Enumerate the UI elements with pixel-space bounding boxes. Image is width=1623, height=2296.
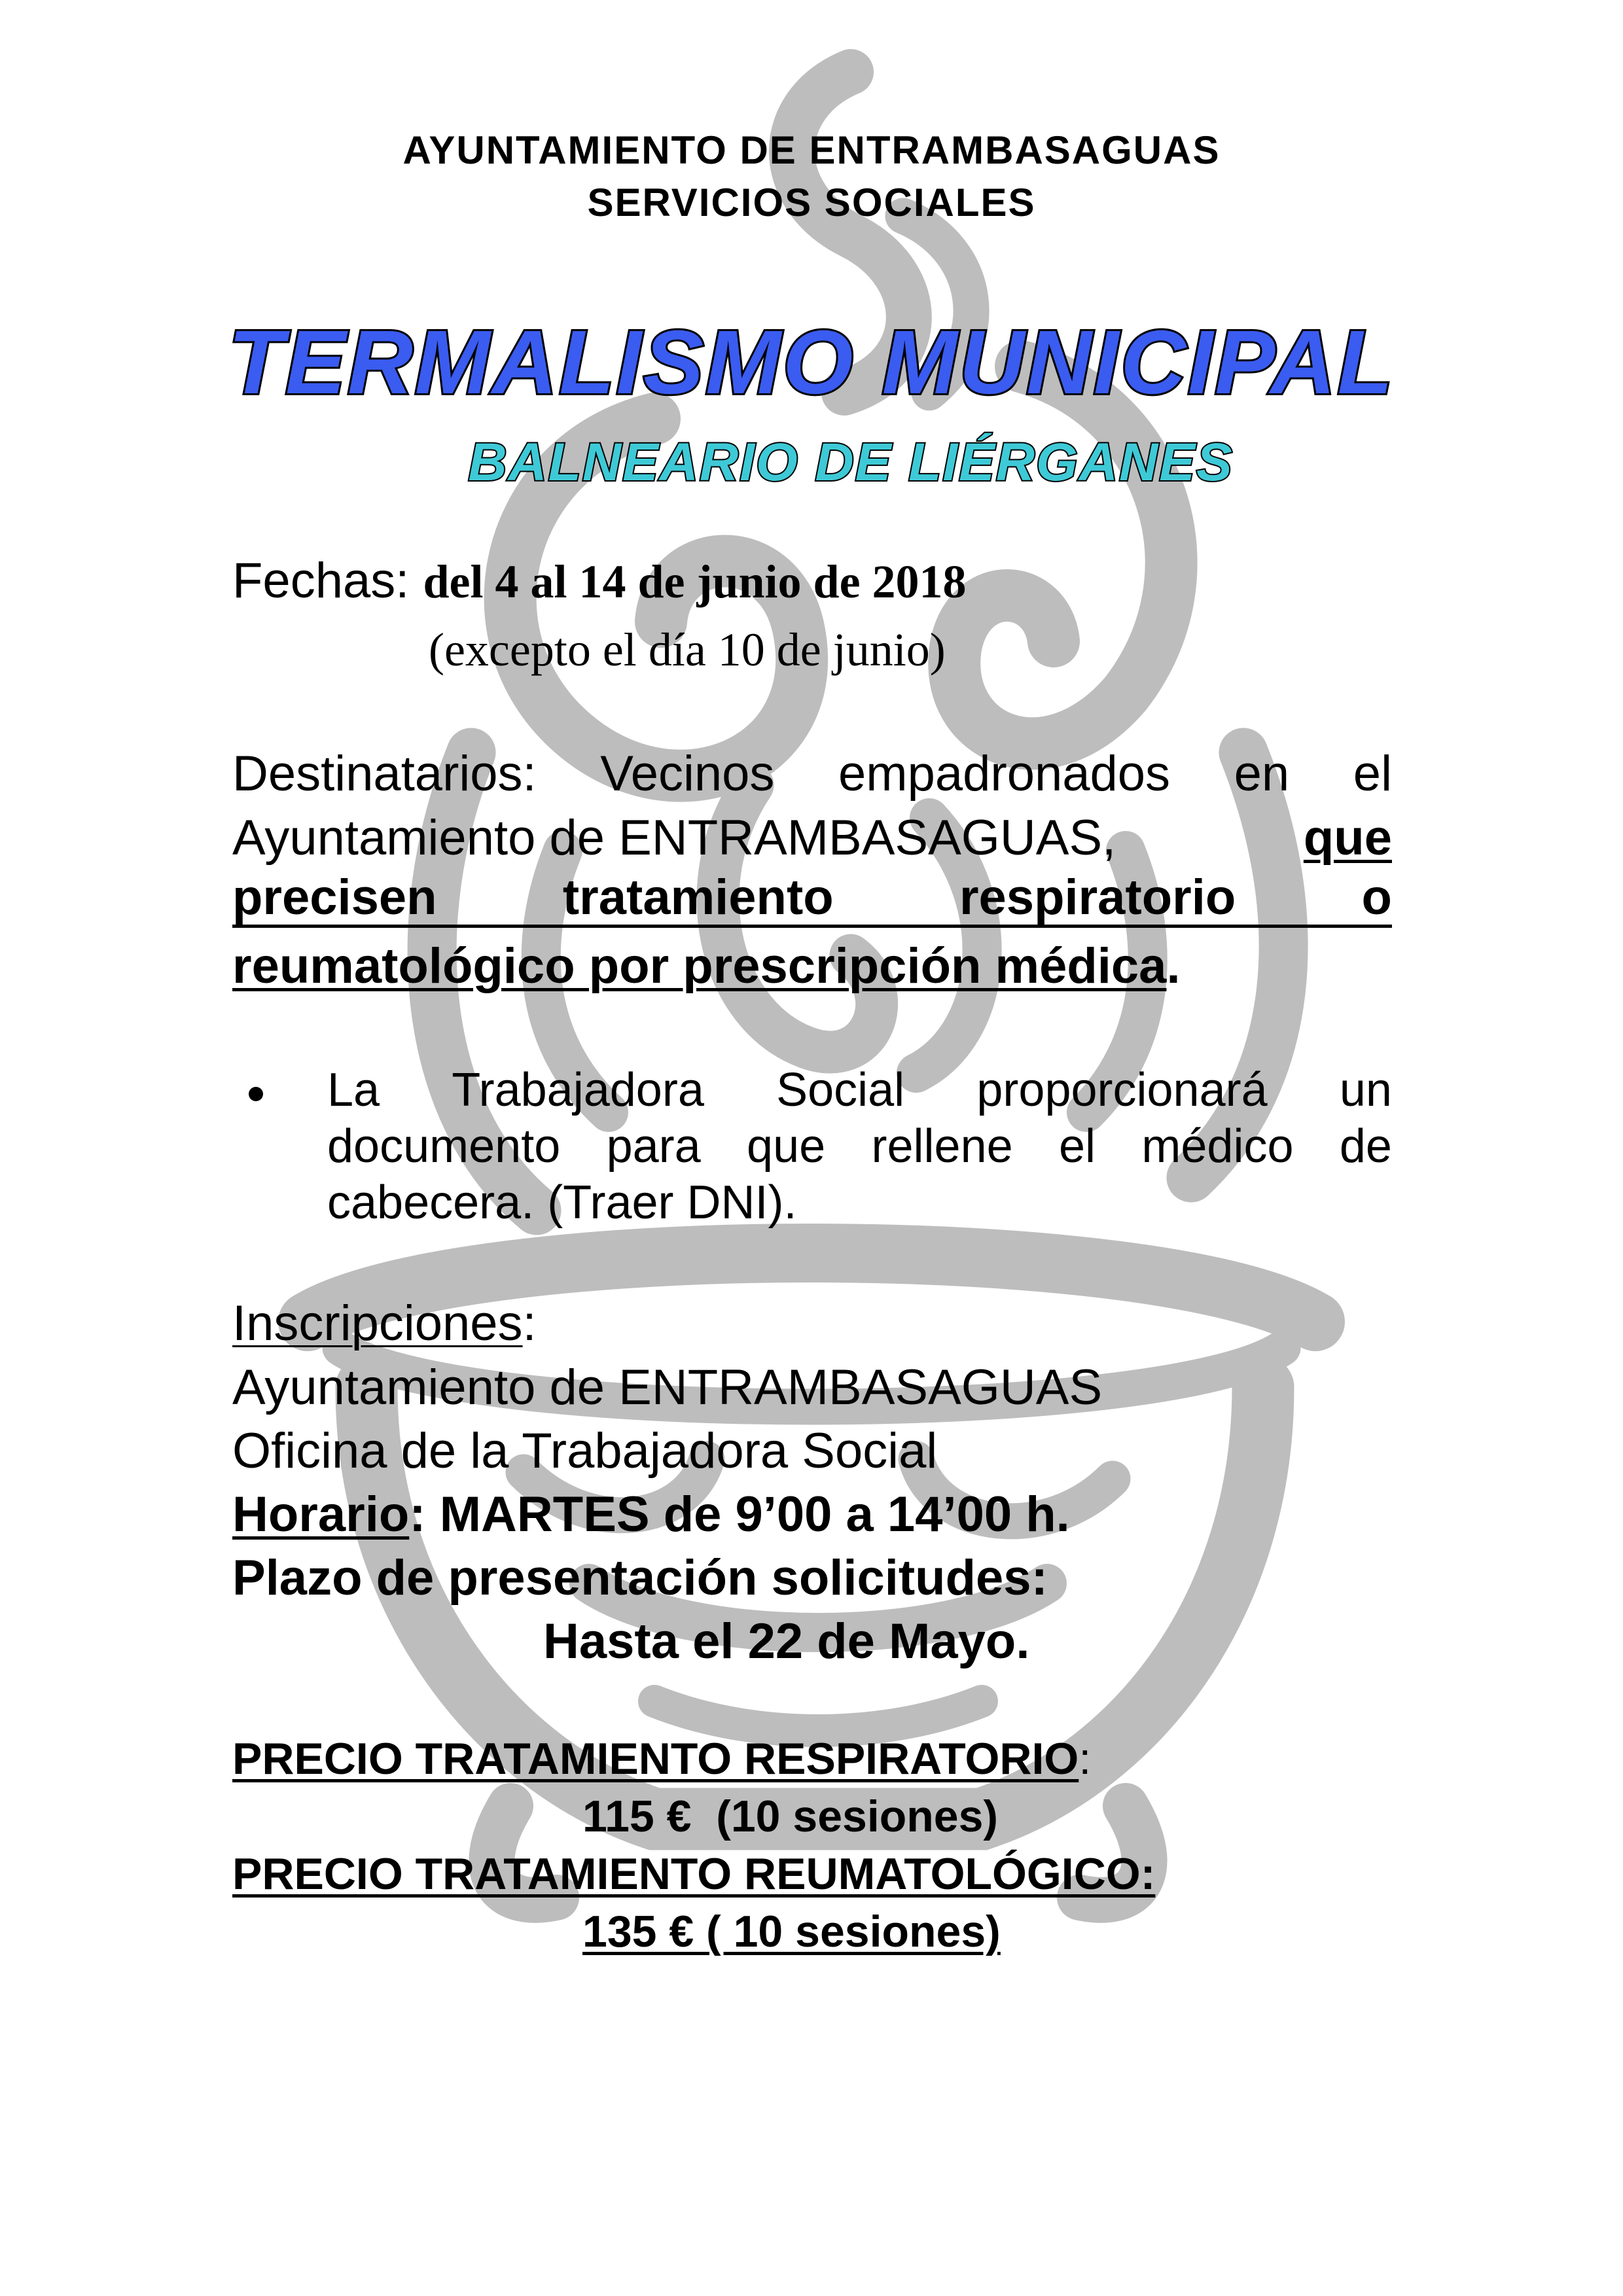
subtitle: BALNEARIO DE LIÉRGANES	[468, 433, 1234, 492]
inscripciones-place: Ayuntamiento de ENTRAMBASAGUAS	[232, 1360, 1103, 1415]
precio-reumatologico-label: PRECIO TRATAMIENTO REUMATOLÓGICO:	[232, 1849, 1156, 1899]
destinatarios-line-3: precisen tratamiento respiratorio o	[232, 871, 1392, 928]
bullet-icon	[249, 1087, 263, 1101]
plazo-value: Hasta el 22 de Mayo.	[543, 1614, 1030, 1669]
fechas-label: Fechas:	[232, 553, 423, 609]
bullet-line-3: cabecera. (Traer DNI).	[327, 1176, 797, 1229]
bullet-line-2: documento para que rellene el médico de	[327, 1120, 1392, 1173]
fechas-exception: (excepto el día 10 de junio)	[429, 624, 946, 676]
header-line-2: SERVICIOS SOCIALES	[587, 181, 1036, 224]
precio-respiratorio-label: PRECIO TRATAMIENTO RESPIRATORIO:	[232, 1734, 1092, 1784]
main-title: TERMALISMO MUNICIPAL	[228, 312, 1395, 413]
precio-respiratorio-value: 115 € (10 sesiones)	[582, 1792, 999, 1841]
destinatarios-line-4: reumatológico por prescripción médica.	[232, 938, 1181, 994]
precio-reumatologico-value: 135 € ( 10 sesiones)	[582, 1907, 1001, 1956]
destinatarios-line-2: Ayuntamiento de ENTRAMBASAGUAS, que	[232, 810, 1392, 866]
inscripciones-office: Oficina de la Trabajadora Social	[232, 1423, 938, 1479]
plazo-label: Plazo de presentación solicitudes:	[232, 1550, 1048, 1606]
fechas-dates: del 4 al 14 de junio de 2018	[423, 556, 967, 608]
horario-line: Horario: MARTES de 9’00 a 14’00 h.	[232, 1487, 1070, 1542]
fechas-line	[232, 550, 967, 613]
header-line-1: AYUNTAMIENTO DE ENTRAMBASAGUAS	[402, 128, 1221, 172]
inscripciones-heading: Inscripciones:	[232, 1296, 537, 1351]
destinatarios-line-1: Destinatarios: Vecinos empadronados en el	[232, 746, 1392, 802]
bullet-line-1: La Trabajadora Social proporcionará un	[327, 1064, 1392, 1116]
